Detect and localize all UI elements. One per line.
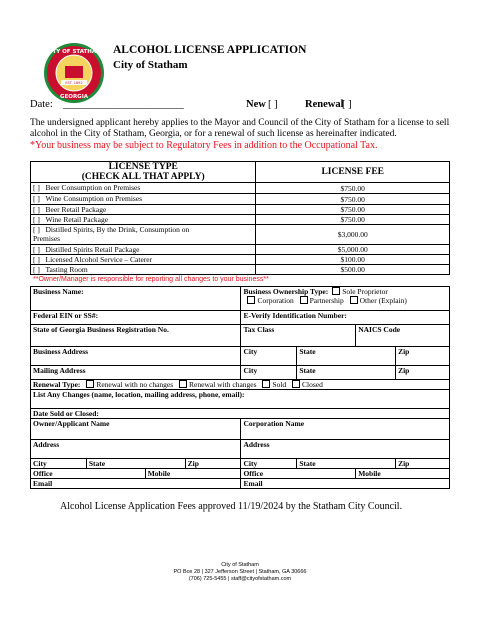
renewal-no-changes-checkbox[interactable]	[86, 380, 94, 388]
renewal-no-changes-label: Renewal with no changes	[96, 380, 174, 389]
business-info-form	[30, 286, 450, 489]
regulatory-fee-warning: *Your business may be subject to Regulatory Fees in addition to the Occupational Tax.	[30, 140, 378, 151]
date-sold-field[interactable]: Date Sold or Closed:	[31, 409, 450, 419]
naics-code-field[interactable]: NAICS Code	[356, 325, 450, 347]
license-name: Licensed Alcohol Service – Caterer	[45, 255, 153, 264]
other-label: Other (Explain)	[359, 296, 407, 305]
owner-name-field[interactable]: Owner/Applicant Name	[31, 419, 241, 440]
owner-zip-field[interactable]: Zip	[185, 459, 241, 469]
tax-class-field[interactable]: Tax Class	[241, 325, 356, 347]
license-name: Distilled Spirits Retail Package	[45, 245, 140, 254]
document-title: ALCOHOL LICENSE APPLICATION	[113, 44, 307, 56]
owner-address-field[interactable]: Address	[31, 440, 241, 459]
corporation-state-field[interactable]: State	[297, 459, 396, 469]
corporation-email-field[interactable]: Email	[241, 479, 450, 489]
license-name: Beer Consumption on Premises	[45, 183, 141, 192]
partnership-checkbox[interactable]	[300, 296, 308, 304]
corporation-office-field[interactable]: Office	[241, 469, 356, 479]
document-city: City of Statham	[113, 59, 188, 71]
corporation-checkbox[interactable]	[247, 296, 255, 304]
license-fee: $500.00	[256, 265, 450, 275]
license-checkbox[interactable]: [ ]	[33, 255, 40, 264]
list-changes-field[interactable]: List Any Changes (name, location, mailing address, phone, email):	[31, 390, 450, 409]
renewal-with-changes-checkbox[interactable]	[179, 380, 187, 388]
mailing-address-field[interactable]: Mailing Address	[31, 366, 241, 380]
seal-est: EST. 1892	[65, 81, 83, 85]
license-checkbox[interactable]: [ ]	[33, 265, 40, 274]
owner-responsibility-note: **Owner/Manager is responsible for reporting all changes to your business**	[33, 276, 269, 283]
table-row	[31, 265, 450, 275]
closed-checkbox[interactable]	[292, 380, 300, 388]
footer-address: PO Box 28 | 327 Jefferson Street | Statham, GA 30666	[173, 569, 307, 575]
license-name-cont: Premises	[33, 234, 61, 243]
license-name: Wine Consumption on Premises	[45, 194, 143, 203]
partnership-label: Partnership	[309, 296, 344, 305]
license-name: Distilled Spirits, By the Drink, Consumption on	[45, 225, 190, 234]
footer-city: City of Statham	[221, 562, 259, 568]
mailing-zip-field[interactable]: Zip	[396, 366, 450, 380]
renewal-type-label: Renewal Type:	[33, 380, 81, 389]
seal-text-top: CITY OF STATHAM	[46, 49, 102, 55]
corporation-label: Corporation	[257, 296, 294, 305]
business-zip-field[interactable]: Zip	[396, 347, 450, 366]
license-name: Beer Retail Package	[45, 205, 107, 214]
city-seal	[43, 42, 105, 104]
license-checkbox[interactable]: [ ]	[33, 225, 40, 234]
sold-label: Sold	[272, 380, 287, 389]
sole-proprietor-label: Sole Proprietor	[342, 287, 388, 296]
license-table	[30, 161, 450, 275]
license-checkbox[interactable]: [ ]	[33, 245, 40, 254]
license-checkbox[interactable]: [ ]	[33, 215, 40, 224]
ownership-type-field	[241, 287, 450, 311]
owner-email-field[interactable]: Email	[31, 479, 241, 489]
approval-note: Alcohol License Application Fees approved 11/19/2024 by the Statham City Council.	[60, 501, 403, 512]
date-blank[interactable]: _______________________	[63, 99, 184, 110]
license-name: Wine Retail Package	[45, 215, 109, 224]
table-row	[31, 215, 450, 225]
new-checkbox[interactable]: [ ]	[268, 99, 278, 110]
owner-mobile-field[interactable]: Mobile	[145, 469, 241, 479]
license-checkbox[interactable]: [ ]	[33, 183, 40, 192]
license-fee: $750.00	[256, 194, 450, 205]
federal-ein-field[interactable]: Federal EIN or SS#:	[31, 311, 241, 325]
table-row	[31, 225, 450, 245]
corporation-city-field[interactable]: City	[241, 459, 297, 469]
business-city-field[interactable]: City	[241, 347, 297, 366]
new-label: New	[246, 99, 266, 110]
other-checkbox[interactable]	[350, 296, 358, 304]
mailing-city-field[interactable]: City	[241, 366, 297, 380]
license-name: Tasting Room	[45, 265, 88, 274]
corporation-zip-field[interactable]: Zip	[396, 459, 450, 469]
license-fee: $750.00	[256, 215, 450, 225]
license-checkbox[interactable]: [ ]	[33, 194, 40, 203]
intro-paragraph: The undersigned applicant hereby applies to the Mayor and Council of the City of Statham for a license to sell alcohol in the City of Statham, Georgia, or for a renewal of such license as hereinafter indicated.	[30, 118, 450, 139]
corporation-name-field[interactable]: Corporation Name	[241, 419, 450, 440]
license-fee: $5,000.00	[256, 245, 450, 255]
date-label: Date:	[30, 99, 53, 110]
renewal-label: Renewal	[305, 99, 344, 110]
owner-office-field[interactable]: Office	[31, 469, 146, 479]
renewal-type-field	[31, 380, 450, 390]
business-state-field[interactable]: State	[297, 347, 396, 366]
seal-text-bottom: GEORGIA	[60, 94, 88, 100]
owner-state-field[interactable]: State	[86, 459, 185, 469]
mailing-state-field[interactable]: State	[297, 366, 396, 380]
license-fee: $750.00	[256, 183, 450, 194]
table-row	[31, 183, 450, 194]
business-address-field[interactable]: Business Address	[31, 347, 241, 366]
renewal-with-changes-label: Renewal with changes	[189, 380, 257, 389]
sole-proprietor-checkbox[interactable]	[332, 287, 340, 295]
table-row	[31, 255, 450, 265]
business-name-field[interactable]: Business Name:	[31, 287, 241, 311]
table-row	[31, 205, 450, 215]
table-row	[31, 245, 450, 255]
corporation-address-field[interactable]: Address	[241, 440, 450, 459]
ownership-type-label: Business Ownership Type:	[243, 287, 329, 296]
closed-label: Closed	[302, 380, 323, 389]
table-row	[31, 194, 450, 205]
license-fee: $3,000.00	[256, 225, 450, 245]
renewal-checkbox[interactable]: [ ]	[342, 99, 352, 110]
corporation-mobile-field[interactable]: Mobile	[356, 469, 450, 479]
license-fee-header: LICENSE FEE	[256, 162, 450, 183]
owner-city-field[interactable]: City	[31, 459, 87, 469]
everify-field[interactable]: E-Verify Identification Number:	[241, 311, 450, 325]
license-checkbox[interactable]: [ ]	[33, 205, 40, 214]
license-fee: $100.00	[256, 255, 450, 265]
footer-contact: (706) 725-5455 | staff@cityofstatham.com	[188, 576, 292, 582]
license-fee: $750.00	[256, 205, 450, 215]
state-registration-field[interactable]: State of Georgia Business Registration No.	[31, 325, 241, 347]
sold-checkbox[interactable]	[262, 380, 270, 388]
license-type-header: LICENSE TYPE (CHECK ALL THAT APPLY)	[31, 162, 256, 183]
